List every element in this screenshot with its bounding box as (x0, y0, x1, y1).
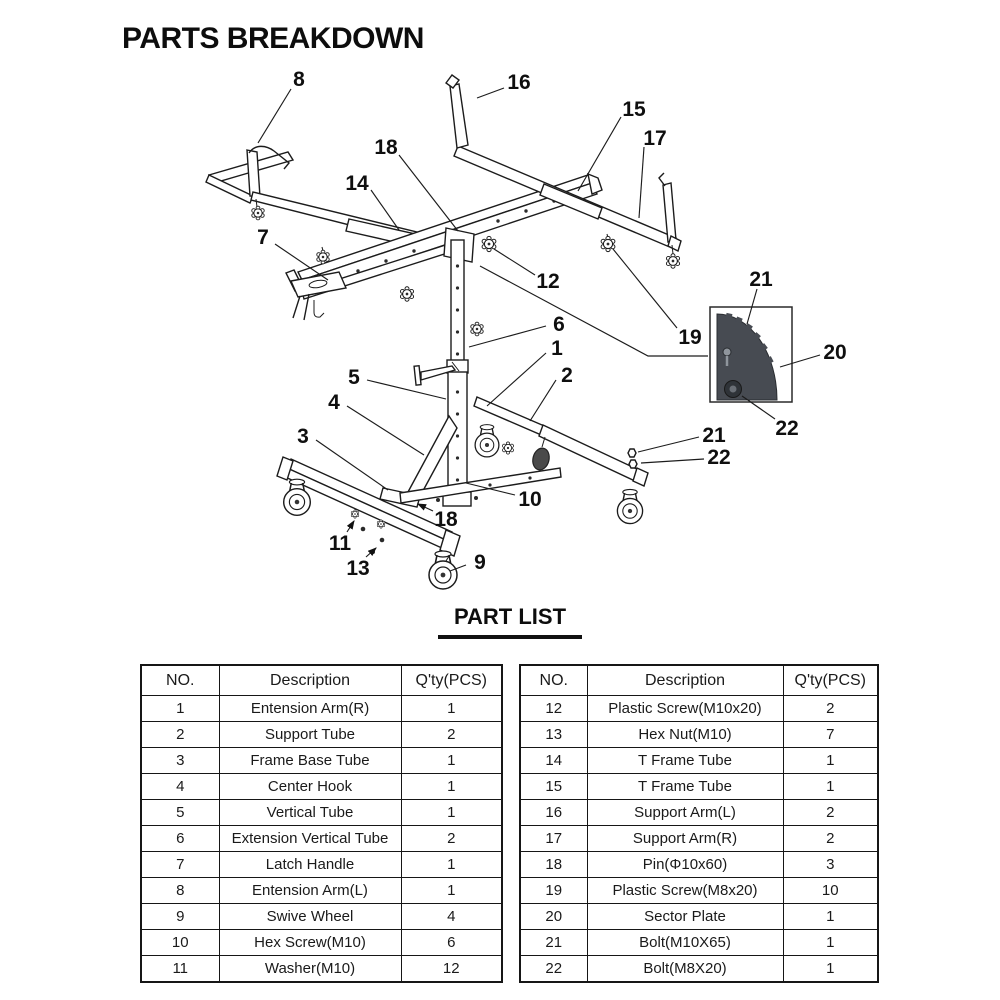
table-cell: 2 (783, 826, 878, 852)
callout-leader-line (477, 88, 504, 98)
table-cell: 20 (520, 904, 587, 930)
table-cell: 4 (401, 904, 502, 930)
table-cell: 19 (520, 878, 587, 904)
callout-leader-line (639, 147, 644, 218)
table-row (141, 696, 502, 722)
table-row (520, 878, 878, 904)
callout-leader-line (613, 249, 677, 328)
table-cell: Swive Wheel (219, 904, 401, 930)
table-cell: 13 (520, 722, 587, 748)
column-header: NO. (141, 665, 219, 696)
table-cell: 2 (141, 722, 219, 748)
callout-leader-line (641, 459, 704, 463)
callout-number: 18 (434, 508, 458, 531)
callout-number: 21 (749, 268, 773, 291)
table-cell: Plastic Screw(M8x20) (587, 878, 783, 904)
table-cell: 21 (520, 930, 587, 956)
callout-leader-line (347, 406, 424, 455)
part-list-table-right (519, 664, 879, 983)
column-header: Q'ty(PCS) (783, 665, 878, 696)
page-title: PARTS BREAKDOWN (122, 22, 424, 55)
callout-number: 11 (328, 532, 352, 555)
table-cell: Pin(Φ10x60) (587, 852, 783, 878)
callout-number: 21 (702, 424, 726, 447)
table-cell: 1 (401, 696, 502, 722)
table-cell: Extension Vertical Tube (219, 826, 401, 852)
table-cell: 6 (401, 930, 502, 956)
table-cell: 12 (401, 956, 502, 983)
callout-number: 22 (775, 417, 799, 440)
table-cell: 11 (141, 956, 219, 983)
callout-number: 12 (536, 270, 560, 293)
table-header-row (141, 665, 502, 696)
part-list-table-left (140, 664, 503, 983)
swivel-wheel-mid (475, 425, 499, 457)
table-cell: 1 (783, 748, 878, 774)
table-cell: 1 (401, 878, 502, 904)
callout-number: 6 (553, 313, 565, 336)
table-cell: 22 (520, 956, 587, 983)
callout-leader-line (258, 89, 291, 143)
plastic-screw-4 (471, 322, 483, 336)
callout-number: 8 (293, 68, 305, 91)
table-cell: 4 (141, 774, 219, 800)
column-header: Description (219, 665, 401, 696)
table-row (141, 774, 502, 800)
extension-vertical-tube (451, 240, 464, 368)
table-cell: Plastic Screw(M10x20) (587, 696, 783, 722)
part-list-title: PART LIST (438, 604, 582, 639)
table-cell: Vertical Tube (219, 800, 401, 826)
table-cell: 8 (141, 878, 219, 904)
table-row (520, 904, 878, 930)
plastic-screw-8 (502, 442, 513, 454)
table-cell: 1 (401, 774, 502, 800)
table-cell: Latch Handle (219, 852, 401, 878)
table-row (520, 748, 878, 774)
table-cell: 2 (401, 722, 502, 748)
table-cell: 7 (141, 852, 219, 878)
table-row (520, 696, 878, 722)
table-cell: 1 (783, 904, 878, 930)
table-cell: 15 (520, 774, 587, 800)
table-row (520, 826, 878, 852)
plastic-screw-7 (666, 254, 679, 268)
table-row (520, 774, 878, 800)
table-cell: 2 (783, 800, 878, 826)
table-cell: 7 (783, 722, 878, 748)
callout-leader-line (367, 380, 446, 399)
callout-number: 17 (643, 127, 667, 150)
callout-leader-line (530, 380, 556, 421)
table-cell: 1 (401, 800, 502, 826)
table-cell: 1 (783, 956, 878, 983)
table-cell: 1 (401, 852, 502, 878)
table-cell: 16 (520, 800, 587, 826)
callout-leader-line (578, 117, 621, 191)
table-cell: Washer(M10) (219, 956, 401, 983)
table-row (520, 722, 878, 748)
table-cell: 1 (141, 696, 219, 722)
table-cell: 9 (141, 904, 219, 930)
callout-number: 13 (346, 557, 370, 580)
table-row (141, 956, 502, 983)
swivel-wheel-right (617, 489, 642, 523)
table-cell: Bolt(M10X65) (587, 930, 783, 956)
table-row (520, 956, 878, 983)
callout-number: 3 (297, 425, 309, 448)
table-cell: Sector Plate (587, 904, 783, 930)
table-row (141, 800, 502, 826)
table-cell: T Frame Tube (587, 748, 783, 774)
table-cell: Support Arm(R) (587, 826, 783, 852)
table-header-row (520, 665, 878, 696)
table-cell: 17 (520, 826, 587, 852)
callout-number: 2 (561, 364, 573, 387)
callout-number: 4 (328, 391, 340, 414)
table-cell: 6 (141, 826, 219, 852)
table-cell: T Frame Tube (587, 774, 783, 800)
callout-number: 9 (474, 551, 486, 574)
table-cell: 1 (783, 930, 878, 956)
table-cell: Bolt(M8X20) (587, 956, 783, 983)
table-cell: 3 (141, 748, 219, 774)
callout-leader-line (399, 155, 458, 231)
inset-reference-line (480, 266, 708, 356)
callout-leader-line (494, 249, 535, 275)
plastic-screw-3 (400, 287, 413, 301)
table-cell: 3 (783, 852, 878, 878)
callout-number: 1 (551, 337, 563, 360)
table-row (141, 930, 502, 956)
table-row (520, 930, 878, 956)
table-cell: Frame Base Tube (219, 748, 401, 774)
table-cell: 1 (401, 748, 502, 774)
table-cell: 12 (520, 696, 587, 722)
callout-number: 15 (622, 98, 646, 121)
callout-number: 20 (823, 341, 847, 364)
callout-number: 18 (374, 136, 398, 159)
table-cell: 18 (520, 852, 587, 878)
table-cell: 1 (783, 774, 878, 800)
callout-leader-line (487, 353, 546, 406)
sector-plate-inset (710, 307, 792, 402)
column-header: NO. (520, 665, 587, 696)
table-cell: 2 (783, 696, 878, 722)
callout-leader-line (638, 437, 699, 452)
callout-leader-line (418, 504, 433, 511)
table-cell: 10 (141, 930, 219, 956)
callout-number: 7 (257, 226, 269, 249)
table-cell: 2 (401, 826, 502, 852)
table-row (141, 826, 502, 852)
column-header: Description (587, 665, 783, 696)
table-row (141, 852, 502, 878)
table-row (520, 800, 878, 826)
callout-number: 22 (707, 446, 731, 469)
table-cell: 10 (783, 878, 878, 904)
table-row (141, 722, 502, 748)
bolt-m10x65 (723, 348, 731, 356)
table-cell: Entension Arm(R) (219, 696, 401, 722)
column-header: Q'ty(PCS) (401, 665, 502, 696)
callout-leader-line (347, 521, 354, 532)
table-cell: 5 (141, 800, 219, 826)
table-row (141, 904, 502, 930)
callout-number: 16 (507, 71, 531, 94)
plastic-screw-1 (252, 206, 264, 220)
callout-number: 19 (678, 326, 702, 349)
callout-number: 10 (518, 488, 542, 511)
table-cell: Support Arm(L) (587, 800, 783, 826)
table-cell: Hex Nut(M10) (587, 722, 783, 748)
table-row (520, 852, 878, 878)
table-cell: Center Hook (219, 774, 401, 800)
callout-number: 5 (348, 366, 360, 389)
table-row (141, 748, 502, 774)
table-cell: Hex Screw(M10) (219, 930, 401, 956)
table-cell: Support Tube (219, 722, 401, 748)
callout-number: 14 (345, 172, 369, 195)
table-cell: Entension Arm(L) (219, 878, 401, 904)
table-cell: 14 (520, 748, 587, 774)
table-row (141, 878, 502, 904)
